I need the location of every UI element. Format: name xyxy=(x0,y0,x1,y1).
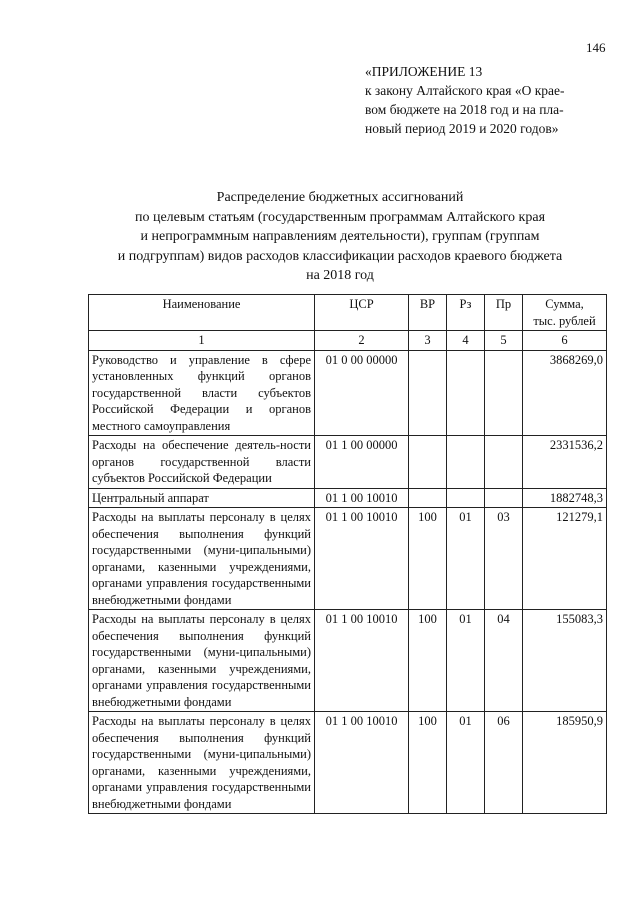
row-rz: 01 xyxy=(447,712,485,814)
row-csr: 01 1 00 10010 xyxy=(315,488,409,508)
appendix-heading xyxy=(365,62,605,138)
header-vr: ВР xyxy=(409,295,447,331)
row-pr: 03 xyxy=(485,508,523,610)
row-name: Расходы на выплаты персоналу в целях обеспечения выполнения функций государственными (муни-ципальными) органами, казенными учреждениями, органами управления государственными внебюджетными фондами xyxy=(89,712,315,814)
title-line: и подгруппам) видов расходов классификации расходов краевого бюджета xyxy=(117,248,563,264)
column-number: 6 xyxy=(523,331,607,351)
appendix-line: «ПРИЛОЖЕНИЕ 13 xyxy=(365,64,483,79)
column-number: 3 xyxy=(409,331,447,351)
title-line: Распределение бюджетных ассигнований xyxy=(216,190,464,205)
row-name: Расходы на выплаты персоналу в целях обеспечения выполнения функций государственными (муни-ципальными) органами, казенными учреждениями, органами управления государственными внебюджетными фондами xyxy=(89,610,315,712)
row-pr: 06 xyxy=(485,712,523,814)
row-csr: 01 1 00 10010 xyxy=(315,610,409,712)
table-row xyxy=(89,712,607,814)
row-vr: 100 xyxy=(409,712,447,814)
title-line: по целевым статьям (государственным программам Алтайского края xyxy=(134,209,546,225)
row-name: Расходы на обеспечение деятель-ности органов государственной власти субъектов Российской Федерации xyxy=(89,436,315,489)
row-sum: 2331536,2 xyxy=(523,436,607,489)
table-row xyxy=(89,488,607,508)
budget-table xyxy=(88,294,607,814)
row-rz xyxy=(447,436,485,489)
row-vr: 100 xyxy=(409,508,447,610)
header-row xyxy=(89,295,607,331)
header-csr: ЦСР xyxy=(315,295,409,331)
row-rz: 01 xyxy=(447,508,485,610)
header-pr: Пр xyxy=(485,295,523,331)
appendix-line: вом бюджете на 2018 год и на пла- xyxy=(365,102,564,117)
column-number: 4 xyxy=(447,331,485,351)
row-csr: 01 1 00 10010 xyxy=(315,712,409,814)
title-line: на 2018 год xyxy=(306,268,374,283)
row-sum: 3868269,0 xyxy=(523,350,607,436)
header-sum-line2: тыс. рублей xyxy=(533,313,596,328)
row-vr xyxy=(409,350,447,436)
row-pr xyxy=(485,436,523,489)
row-vr xyxy=(409,436,447,489)
row-pr xyxy=(485,350,523,436)
header-name: Наименование xyxy=(89,295,315,331)
row-sum: 155083,3 xyxy=(523,610,607,712)
table-row xyxy=(89,350,607,436)
column-number: 1 xyxy=(89,331,315,351)
row-csr: 01 1 00 00000 xyxy=(315,436,409,489)
row-rz xyxy=(447,350,485,436)
row-vr: 100 xyxy=(409,610,447,712)
row-name: Центральный аппарат xyxy=(89,488,315,508)
document-title xyxy=(90,188,590,286)
column-number: 5 xyxy=(485,331,523,351)
header-sum-line1: Сумма, xyxy=(545,297,584,311)
appendix-line: к закону Алтайского края «О крае- xyxy=(365,83,565,98)
row-rz xyxy=(447,488,485,508)
row-pr xyxy=(485,488,523,508)
title-line: и непрограммным направлениям деятельности), группам (группам xyxy=(140,229,540,244)
row-sum: 121279,1 xyxy=(523,508,607,610)
row-pr: 04 xyxy=(485,610,523,712)
column-number: 2 xyxy=(315,331,409,351)
table-row xyxy=(89,508,607,610)
appendix-line: новый период 2019 и 2020 годов» xyxy=(365,121,559,136)
row-csr: 01 1 00 10010 xyxy=(315,508,409,610)
row-name: Руководство и управление в сфере установленных функций органов государственной власти субъектов Российской Федерации и органов местного самоуправления xyxy=(89,350,315,436)
page-number: 146 xyxy=(586,40,606,55)
row-name: Расходы на выплаты персоналу в целях обеспечения выполнения функций государственными (муни-ципальными) органами, казенными учреждениями, органами управления государственными внебюджетными фондами xyxy=(89,508,315,610)
row-sum: 185950,9 xyxy=(523,712,607,814)
table-row xyxy=(89,610,607,712)
row-vr xyxy=(409,488,447,508)
header-sum xyxy=(523,295,607,331)
table-row xyxy=(89,436,607,489)
row-rz: 01 xyxy=(447,610,485,712)
row-sum: 1882748,3 xyxy=(523,488,607,508)
header-rz: Рз xyxy=(447,295,485,331)
column-number-row xyxy=(89,331,607,351)
row-csr: 01 0 00 00000 xyxy=(315,350,409,436)
